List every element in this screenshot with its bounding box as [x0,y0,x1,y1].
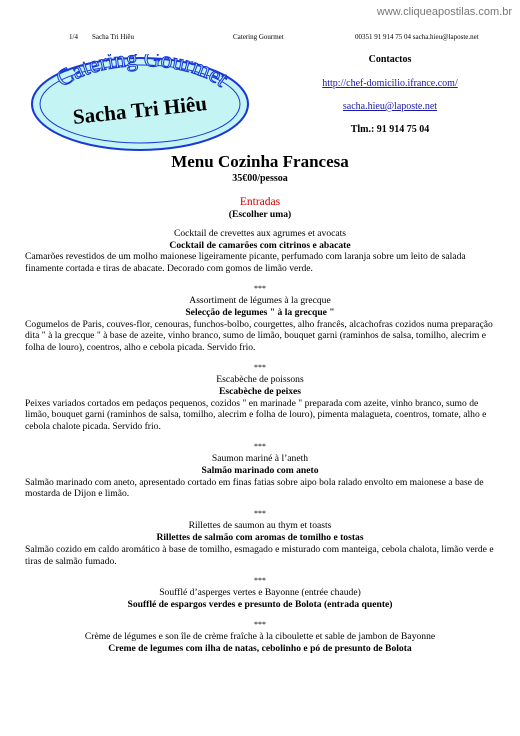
section-note: (Escolher uma) [228,209,292,220]
watermark: www.cliqueapostilas.com.br [376,6,512,18]
dish-item [25,374,495,433]
email-link[interactable]: sacha.hieu@laposte.net [342,101,438,112]
separator: *** [254,576,266,586]
logo-top-text: Catering Gourmet [51,54,233,92]
dish-portuguese-name: Rillettes de salmão com aromas de tomilho e tostas [156,531,364,543]
dish-item [25,228,495,275]
contacts-block [290,54,490,135]
header-page: 1/4 [69,33,78,41]
dish-description: Salmão cozido em caldo aromático à base de tomilho, esmagado e misturado com manteiga, cebola chalota, limão verde e tiras de salmão fumado. [25,543,494,567]
website-link[interactable]: http://chef-domicilio.ifrance.com/ [322,78,458,89]
dish-item [25,587,495,611]
catering-gourmet-logo [28,54,252,154]
dish-french-name: Assortiment de légumes à la grecque [189,294,331,306]
header-company: Catering Gourmet [233,33,284,41]
dish-description: Camarões revestidos de um molho maionese ligeiramente picante, perfumado com laranja sobre um leito de salada finamente cortada e tiras de abacate. Decorado com gomos de limão verde. [25,251,466,275]
dish-portuguese-name: Creme de legumes com ilha de natas, cebolinho e pó de presunto de Bolota [108,642,412,654]
dish-french-name: Crème de légumes e son île de crème fraîche à la ciboulette et sable de jambon de Bayonne [84,630,436,642]
section-title: Entradas [239,196,281,208]
separator: *** [254,619,266,629]
separator: *** [254,509,266,519]
separator: *** [254,441,266,451]
dish-item [25,453,495,500]
dish-portuguese-name: Selecção de legumes " à la grecque " [185,306,335,318]
header-name: Sacha Tri Hiêu [92,33,134,41]
dish-item [25,295,495,354]
dish-french-name: Escabèche de poissons [216,373,304,385]
header-contact: 00351 91 914 75 04 sacha.hieu@laposte.net [355,33,479,41]
menu-price: 35€00/pessoa [232,173,288,184]
dish-portuguese-name: Escabèche de peixes [218,385,302,397]
contacts-title: Contactos [368,54,412,65]
separator: *** [254,362,266,372]
dish-portuguese-name: Salmão marinado com aneto [201,464,319,476]
dish-french-name: Soufflé d’asperges vertes e Bayonne (entrée chaude) [159,587,361,599]
dish-french-name: Saumon mariné à l’aneth [211,452,309,464]
dish-portuguese-name: Cocktail de camarões com citrinos e abacate [169,239,351,251]
dish-french-name: Cocktail de crevettes aux agrumes et avocats [173,227,347,239]
dish-french-name: Rillettes de saumon au thym et toasts [188,520,332,532]
separator: *** [254,283,266,293]
dish-description: Salmão marinado com aneto, apresentado cortado em finas fatias sobre aipo bola ralado envolto em maionese a base de mostarda de Dijon e limão. [25,476,484,500]
dish-item [25,631,495,655]
menu-title: Menu Cozinha Francesa [171,152,349,171]
dish-description: Peixes variados cortados em pedaços pequenos, cozidos " en marinade " preparada com azeite, vinho branco, sumo de limão, bouquet garni (raminhos de salsa, tomilho, alecrim e folha de louro), pimenta malagueta, coentros, tomate, alho e cebola chalote picada. Servido frio. [25,397,487,433]
menu-content [25,196,495,655]
dish-portuguese-name: Soufflé de espargos verdes e presunto de Bolota (entrada quente) [127,599,393,611]
logo-bottom-text: Sacha Tri Hiêu [71,91,208,129]
dish-item [25,520,495,567]
dish-description: Cogumelos de Paris, couves-flor, cenouras, funchos-bolbo, courgettes, alho francês, alcachofras cozidos numa preparação dita " à la grecque " à base de azeite, vinho branco, sumo de limão, bouquet garni (raminhos de salsa, tomilho, alecrim e folha de louro), coentros, alho e cebola picada. Servido frio. [25,318,493,354]
phone-number: Tlm.: 91 914 75 04 [350,124,430,135]
